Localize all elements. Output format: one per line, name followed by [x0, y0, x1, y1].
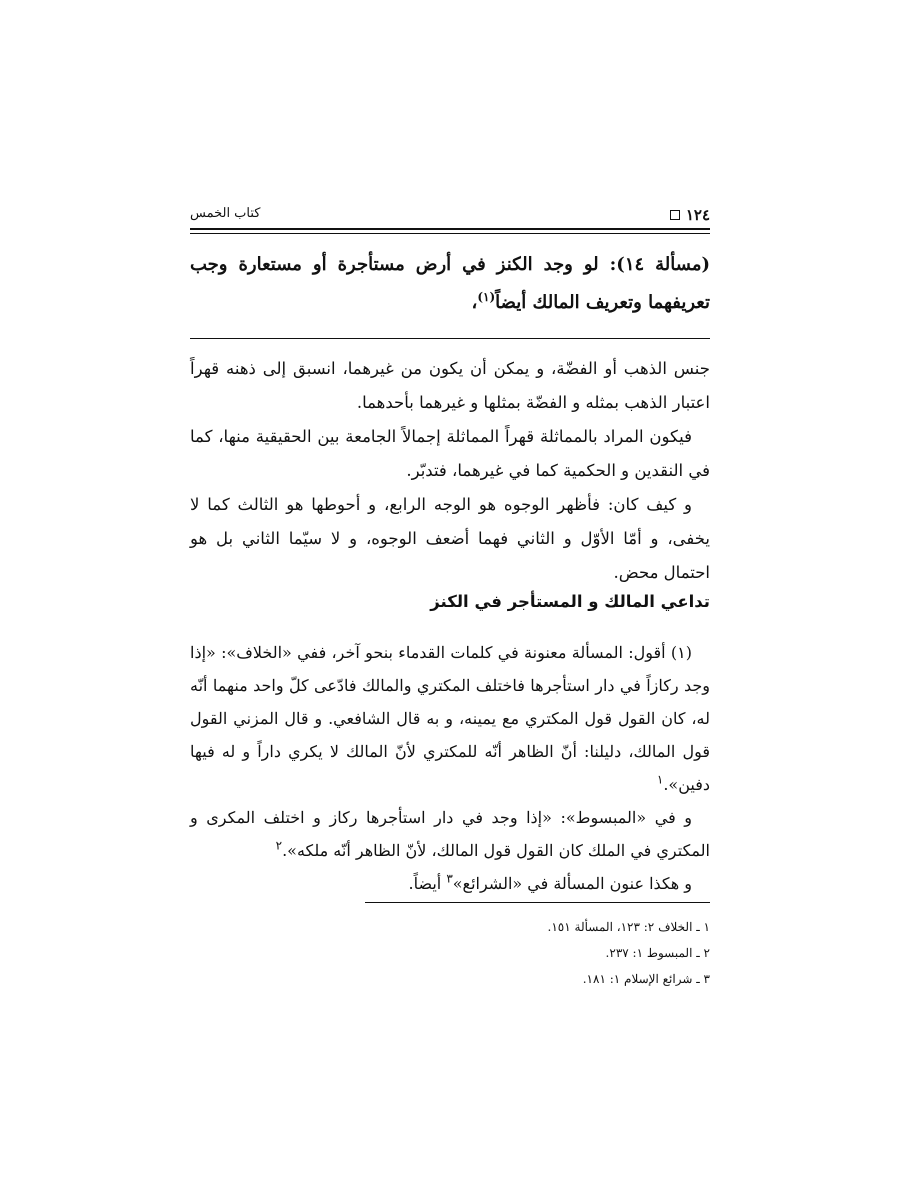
footnote-item: ٢ ـ المبسوط ١: ٢٣٧.: [605, 946, 710, 960]
footnote-item: ٣ ـ شرائع الإسلام ١: ١٨١.: [582, 972, 710, 986]
note-paragraph: [190, 636, 710, 801]
commentary-paragraph: جنس الذهب أو الفضّة، و يمكن أن يكون من غيرهما، انسبق إلى ذهنه قهراً اعتبار الذهب بمثله و الفضّة بمثلها و غيرهما بأحدهما.: [190, 359, 710, 412]
note-paragraph: [190, 801, 710, 867]
notes-block: [190, 636, 710, 900]
footnote-item: ١ ـ الخلاف ٢: ١٢٣، المسألة ١٥١.: [547, 920, 710, 934]
note-text: (١) أقول: المسألة معنونة في كلمات القدماء بنحو آخر، ففي «الخلاف»: «إذا وجد ركازاً في دار استأجرها فاختلف المكتري والمالك فادّعى كلّ واحد منهما أنّه له، كان القول قول المكتري مع يمينه، و به قال الشافعي. و قال المزني القول قول المالك، دليلنا: أنّ الظاهر أنّه للمكتري لأنّ المالك لا يكري داراً و له فيها دفين».: [190, 643, 710, 794]
section-separator: [190, 338, 710, 339]
header-rule-thick: [190, 228, 710, 230]
masala-text: (مسألة ١٤): لو وجد الكنز في أرض مستأجرة أو مستعارة وجب تعريفهما وتعريف المالك أيضاً: [190, 254, 710, 313]
note-text: و في «المبسوط»: «إذا وجد في دار استأجرها ركاز و اختلف المكرى و المكتري في الملك كان القول قول المالك، لأنّ الظاهر أنّه ملكه».: [190, 808, 710, 860]
footnote-ref: ١: [656, 772, 664, 787]
footnote-rule: [365, 902, 710, 903]
note-text: و هكذا عنون المسألة في «الشرائع»: [452, 874, 692, 893]
note-paragraph: [190, 867, 710, 900]
footnote-ref: ٣: [446, 871, 453, 886]
header-rule-thin: [190, 233, 710, 234]
footnotes-block: [190, 914, 710, 992]
section-heading: تداعي المالك و المستأجر في الكنز: [430, 592, 710, 611]
square-bullet-icon: [670, 210, 680, 220]
running-header: [190, 200, 710, 230]
commentary-block: [190, 352, 710, 590]
book-title: كتاب الخمس: [190, 206, 261, 221]
page-number-block: [670, 206, 710, 224]
commentary-paragraph: و كيف كان: فأظهر الوجوه هو الوجه الرابع، و أحوطها هو الثالث كما لا يخفى، و أمّا الأوّل و الثاني فهما أضعف الوجوه، و لا سيّما الثاني بل هو احتمال محض.: [190, 495, 710, 582]
masala-footnote-marker: (١): [477, 290, 496, 304]
footnote-ref: ٢: [275, 838, 283, 853]
note-text: أيضاً.: [408, 874, 447, 893]
commentary-paragraph: فيكون المراد بالمماثلة قهراً المماثلة إجمالاً الجامعة بين الحقيقية منها، كما في النقدين و الحكمية كما في غيرهما، فتدبّر.: [190, 427, 710, 480]
page-number: ١٢٤: [685, 206, 710, 224]
masala-statement: [190, 246, 710, 322]
masala-tail: ،: [471, 292, 478, 313]
